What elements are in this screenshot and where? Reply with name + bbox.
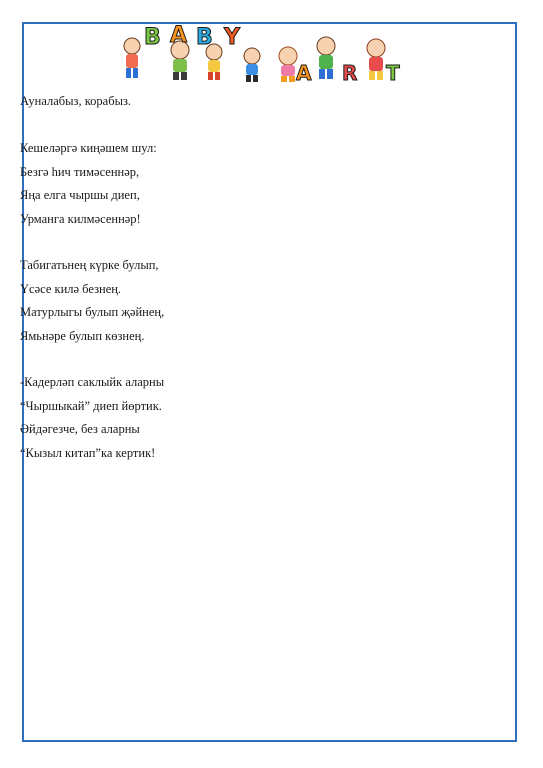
kid-1-figure <box>124 38 140 78</box>
poem-line: Ямьнәре булып көзнең. <box>20 329 145 343</box>
kid-7-figure <box>367 39 385 80</box>
poem-line: Яңа елга чыршы диеп, <box>20 188 140 202</box>
logo-letter-y: Y <box>224 25 240 50</box>
baby-art-logo <box>118 22 408 84</box>
poem-line: Ауналабыз, корабыз. <box>20 94 132 108</box>
kid-6-figure <box>317 37 335 79</box>
poem-line: -Кадерләп саклыйк аларны <box>20 375 165 389</box>
logo-letter-a2: A <box>296 61 312 84</box>
logo-letter-r: R <box>342 61 358 84</box>
logo-letter-b2: B <box>196 25 213 50</box>
logo-letter-b1: B <box>144 25 161 50</box>
poem-line: “Кызыл китап”ка кертик! <box>20 446 156 460</box>
poem-line: Матурлыгы булып җәйнең, <box>20 305 165 319</box>
kid-4-figure <box>244 48 260 82</box>
kid-5-figure <box>279 47 297 82</box>
logo-letter-t: T <box>386 61 400 84</box>
logo-letter-a1: A <box>170 23 188 48</box>
poem-line: Безгә һич тимәсеннәр, <box>20 165 140 179</box>
poem-line: Кешеләргә киңәшем шул: <box>20 141 157 155</box>
poem-line: Үсәсе килә безнең. <box>20 282 122 296</box>
poem-line: Урманга килмәсеннәр! <box>20 212 141 226</box>
poem-line: Әйдәгезче, без аларны <box>20 422 140 436</box>
poem-line: “Чыршыкай” диеп йөртик. <box>20 399 162 413</box>
poem-line: Табигатьнең күрке булып, <box>20 258 159 272</box>
